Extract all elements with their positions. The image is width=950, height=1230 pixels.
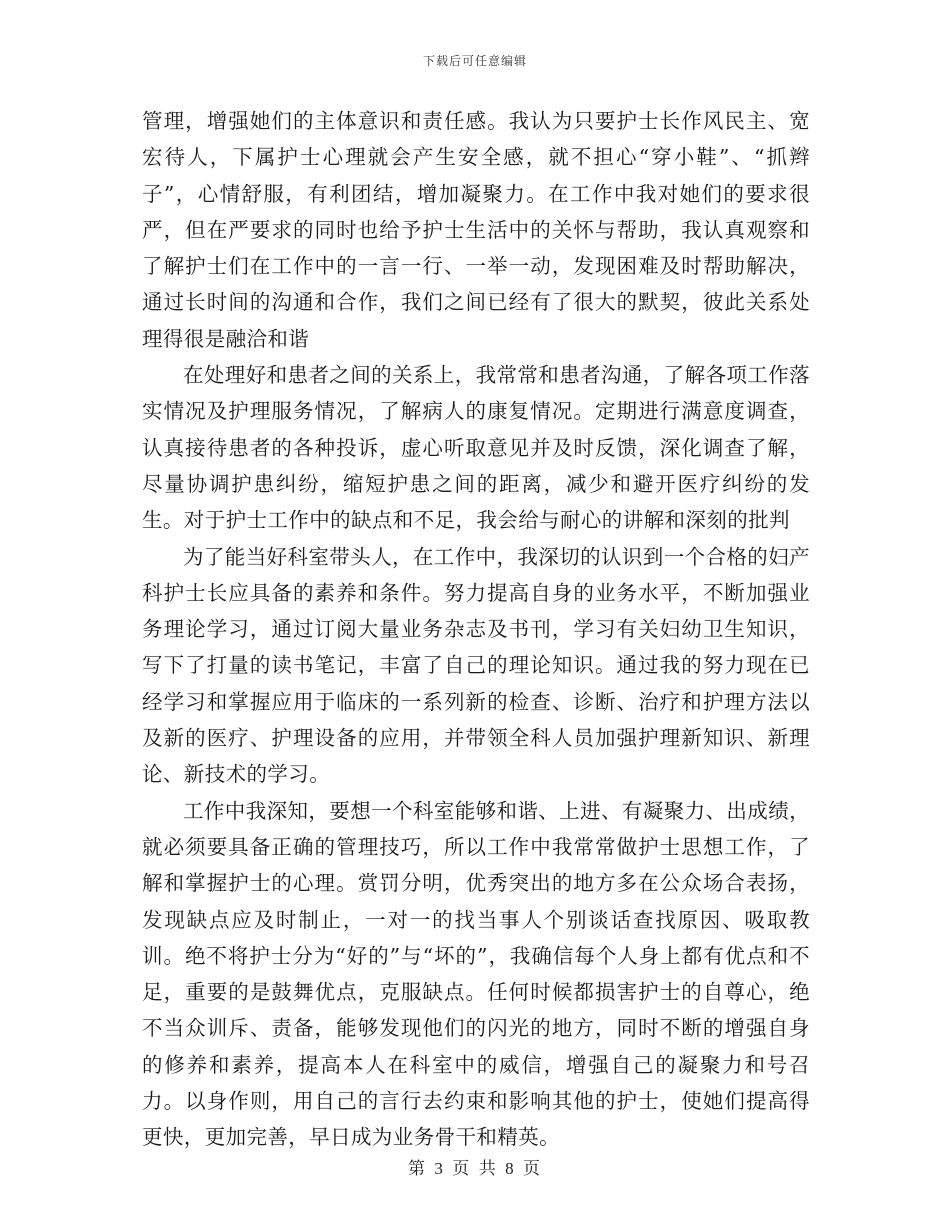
footer-suffix: 页: [523, 1159, 543, 1179]
body-paragraph: 为了能当好科室带头人，在工作中，我深切的认识到一个合格的妇产科护士长应具备的素养和条件。努力提高自身的业务水平，不断加强业务理论学习，通过订阅大量业务杂志及书刊，学习有关妇幼卫生知识，写下了打量的读书笔记，丰富了自己的理论知识。通过我的努力现在已经学习和掌握应用于临床的一系列新的检查、诊断、治疗和护理方法以及新的医疗、护理设备的应用，并带领全科人员加强护理新知识、新理论、新技术的学习。: [142, 544, 810, 787]
page-header: 下载后可任意编辑: [422, 54, 527, 68]
body-paragraph: 在处理好和患者之间的关系上，我常常和患者沟通，了解各项工作落实情况及护理服务情况，了解病人的康复情况。定期进行满意度调查，认真接待患者的各种投诉，虚心听取意见并及时反馈，深化调查了解，尽量协调护患纠纷，缩短护患之间的距离，减少和避开医疗纠纷的发生。对于护士工作中的缺点和不足，我会给与耐心的讲解和深刻的批判: [142, 363, 810, 533]
page-number-footer: [0, 1154, 950, 1179]
body-paragraph: 工作中我深知，要想一个科室能够和谐、上进、有凝聚力、出成绩，就必须要具备正确的管理技巧，所以工作中我常常做护士思想工作，了解和掌握护士的心理。赏罚分明，优秀突出的地方多在公众场合表扬，发现缺点应及时制止，一对一的找当事人个别谈话查找原因、吸取教训。绝不将护士分为“好的”与“坏的”，我确信每个人身上都有优点和不足，重要的是鼓舞优点，克服缺点。任何时候都损害护士的自尊心，绝不当众训斥、责备，能够发现他们的闪光的地方，同时不断的增强自身的修养和素养，提高本人在科室中的威信，增强自己的凝聚力和号召力。以身作则，用自己的言行去约束和影响其他的护士，使她们提高得更快，更加完善，早日成为业务骨干和精英。: [142, 798, 810, 1150]
current-page-number: 3: [434, 1159, 445, 1178]
footer-prefix: 第: [407, 1159, 427, 1179]
footer-middle: 页 共: [452, 1159, 498, 1179]
document-body: [142, 103, 810, 1156]
body-paragraph-continued: 管理，增强她们的主体意识和责任感。我认为只要护士长作风民主、宽宏待人，下属护士心理就会产生安全感，就不担心“穿小鞋”、“抓辫子”，心情舒服，有利团结，增加凝聚力。在工作中我对她们的要求很严，但在严要求的同时也给予护士生活中的关怀与帮助，我认真观察和了解护士们在工作中的一言一行、一举一动，发现困难及时帮助解决，通过长时间的沟通和合作，我们之间已经有了很大的默契，彼此关系处理得很是融洽和谐: [142, 109, 810, 351]
total-pages-number: 8: [505, 1159, 516, 1178]
